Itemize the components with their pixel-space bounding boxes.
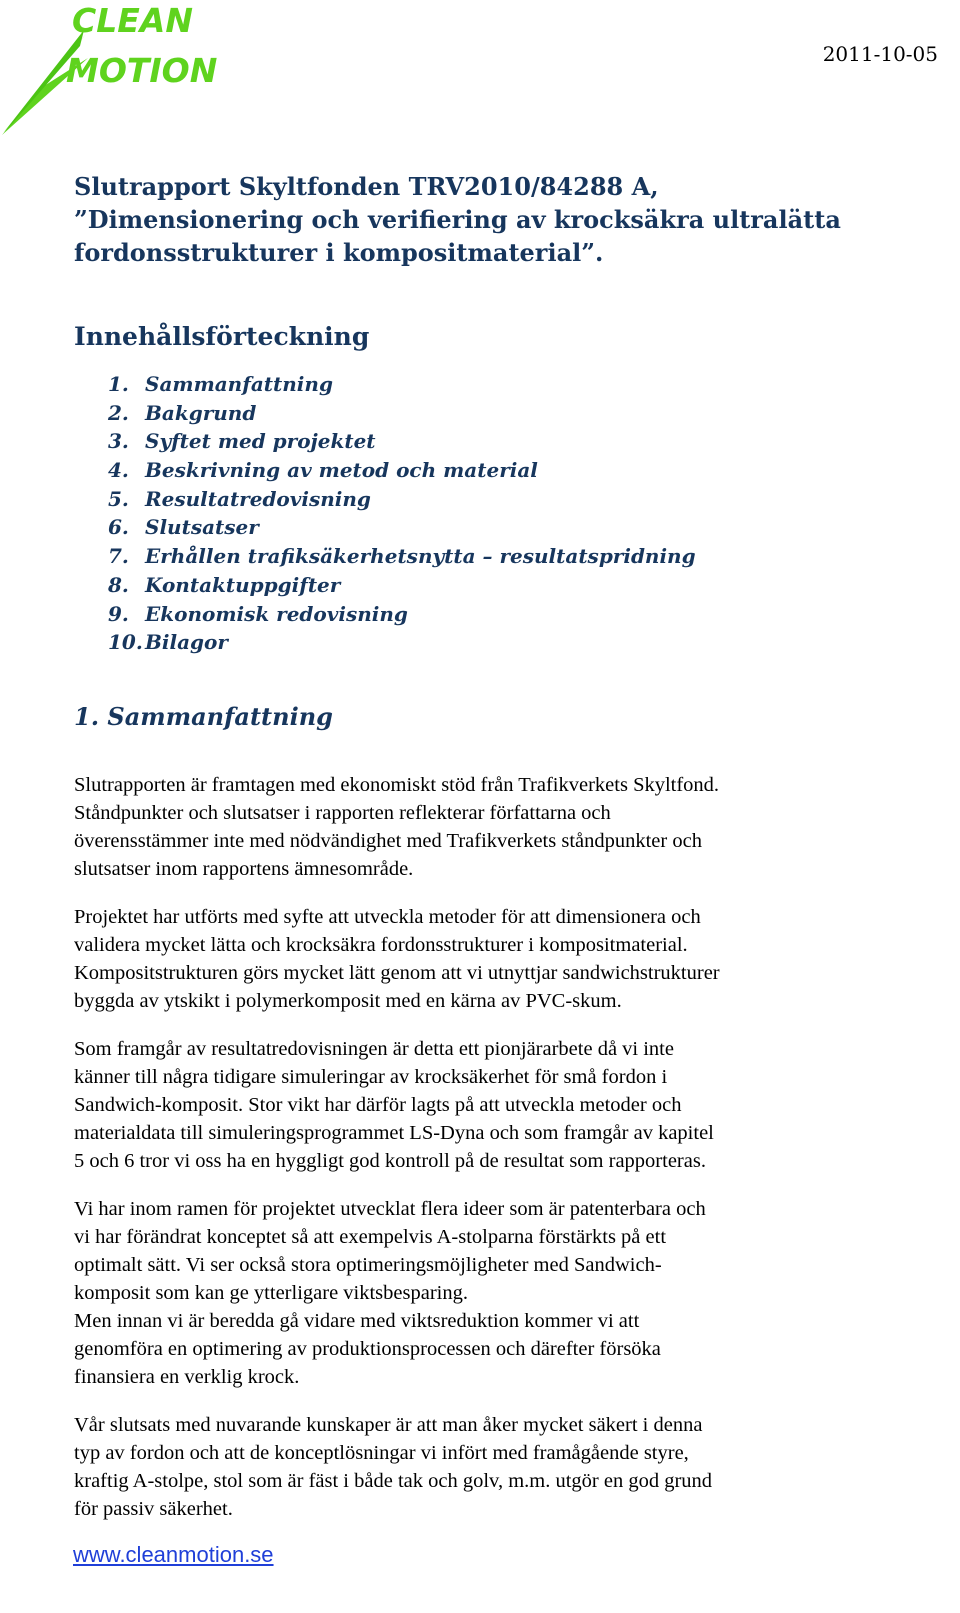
title-line: Slutrapport Skyltfonden TRV2010/84288 A, (74, 172, 659, 201)
text-line: slutsatser inom rapportens ämnesområde. (74, 858, 414, 880)
toc-item-label: Bakgrund (145, 400, 257, 425)
toc-item-number: 2. (108, 400, 129, 425)
text-line: materialdata till simuleringsprogrammet LS-Dyna och som framgår av kapitel (74, 1122, 714, 1144)
text-line: Ståndpunkter och slutsatser i rapporten reflekterar författarna och (74, 802, 611, 824)
toc-item-number: 6. (108, 515, 129, 540)
title-line: fordonsstrukturer i kompositmaterial”. (74, 238, 604, 267)
toc-item[interactable] (108, 513, 696, 542)
toc-item-number: 1. (108, 372, 129, 396)
clean-motion-logo (0, 0, 240, 140)
text-line: Slutrapporten är framtagen med ekonomiskt stöd från Trafikverkets Skyltfond. (74, 774, 720, 796)
toc-item-label: Ekonomisk redovisning (145, 601, 408, 626)
text-line: vi har förändrat konceptet så att exempelvis A-stolparna förstärkts på ett (74, 1226, 667, 1248)
text-line: kraftig A-stolpe, stol som är fäst i både tak och golv, m.m. utgör en god grund (74, 1470, 713, 1492)
toc-item-label: Sammanfattning (145, 372, 333, 396)
toc-item-label: Slutsatser (145, 515, 259, 540)
text-line: komposit som kan ge ytterligare viktsbesparing. (74, 1282, 468, 1304)
toc-item[interactable] (108, 427, 696, 456)
text-line: Men innan vi är beredda gå vidare med viktsreduktion kommer vi att (74, 1310, 640, 1332)
toc-item[interactable] (108, 542, 696, 571)
toc-item-label: Resultatredovisning (145, 486, 371, 511)
text-line: känner till några tidigare simuleringar av krocksäkerhet för små fordon i (74, 1066, 668, 1088)
text-line: Som framgår av resultatredovisningen är detta ett pionjärarbete då vi inte (74, 1038, 674, 1060)
website-link[interactable]: www.cleanmotion.se (73, 1542, 274, 1567)
text-line: finansiera en verklig krock. (74, 1366, 300, 1388)
toc-item-label: Syftet med projektet (145, 429, 376, 454)
toc-item[interactable] (108, 571, 696, 600)
section-heading-sammanfattning: 1. Sammanfattning (74, 702, 333, 731)
logo-text-motion: MOTION (66, 51, 218, 90)
table-of-contents (108, 370, 696, 657)
toc-heading: Innehållsförteckning (74, 322, 370, 351)
logo-text-clean: CLEAN (72, 1, 193, 40)
toc-item-number: 9. (108, 601, 129, 626)
text-line: genomföra en optimering av produktionsprocessen och därefter försöka (74, 1338, 661, 1360)
toc-item-label: Beskrivning av metod och material (145, 458, 538, 483)
toc-item-number: 5. (108, 486, 129, 511)
text-line: byggda av ytskikt i polymerkomposit med en kärna av PVC-skum. (74, 990, 622, 1012)
text-line: Projektet har utförts med syfte att utveckla metoder för att dimensionera och (74, 906, 701, 928)
toc-item-number: 7. (108, 544, 129, 569)
toc-item-number: 8. (108, 572, 129, 597)
text-line: typ av fordon och att de konceptlösningar vi infört med framågående styre, (74, 1442, 689, 1464)
report-title (74, 170, 914, 269)
text-line: optimalt sätt. Vi ser också stora optimeringsmöjligheter med Sandwich- (74, 1254, 662, 1276)
lightning-bolt-icon (0, 0, 240, 140)
text-line: validera mycket lätta och krocksäkra fordonsstrukturer i kompositmaterial. (74, 934, 688, 956)
toc-item[interactable] (108, 399, 696, 428)
toc-item-number: 10. (108, 630, 143, 655)
text-line: Kompositstrukturen görs mycket lätt genom att vi utnyttjar sandwichstrukturer (74, 962, 720, 984)
text-line: överensstämmer inte med nödvändighet med Trafikverkets ståndpunkter och (74, 830, 702, 852)
text-line: Vi har inom ramen för projektet utvecklat flera ideer som är patenterbara och (74, 1198, 706, 1220)
toc-item[interactable] (108, 456, 696, 485)
toc-item-number: 4. (108, 458, 129, 483)
toc-item-number: 3. (108, 429, 129, 454)
toc-item-label: Bilagor (145, 630, 228, 655)
toc-item[interactable] (108, 600, 696, 629)
text-line: Vår slutsats med nuvarande kunskaper är att man åker mycket säkert i denna (74, 1414, 703, 1436)
document-date: 2011-10-05 (822, 42, 938, 66)
toc-item-label: Kontaktuppgifter (145, 572, 341, 597)
text-line: för passiv säkerhet. (74, 1498, 233, 1520)
toc-item-label: Erhållen trafiksäkerhetsnytta – resultatspridning (145, 544, 696, 569)
section-body (74, 752, 924, 1542)
toc-item[interactable] (108, 485, 696, 514)
toc-item[interactable] (108, 370, 696, 399)
text-line: 5 och 6 tror vi oss ha en hyggligt god kontroll på de resultat som rapporteras. (74, 1150, 706, 1172)
text-line: Sandwich-komposit. Stor vikt har därför lagts på att utveckla metoder och (74, 1094, 682, 1116)
title-line: ”Dimensionering och verifiering av krocksäkra ultralätta (74, 205, 841, 234)
toc-item[interactable] (108, 628, 696, 657)
